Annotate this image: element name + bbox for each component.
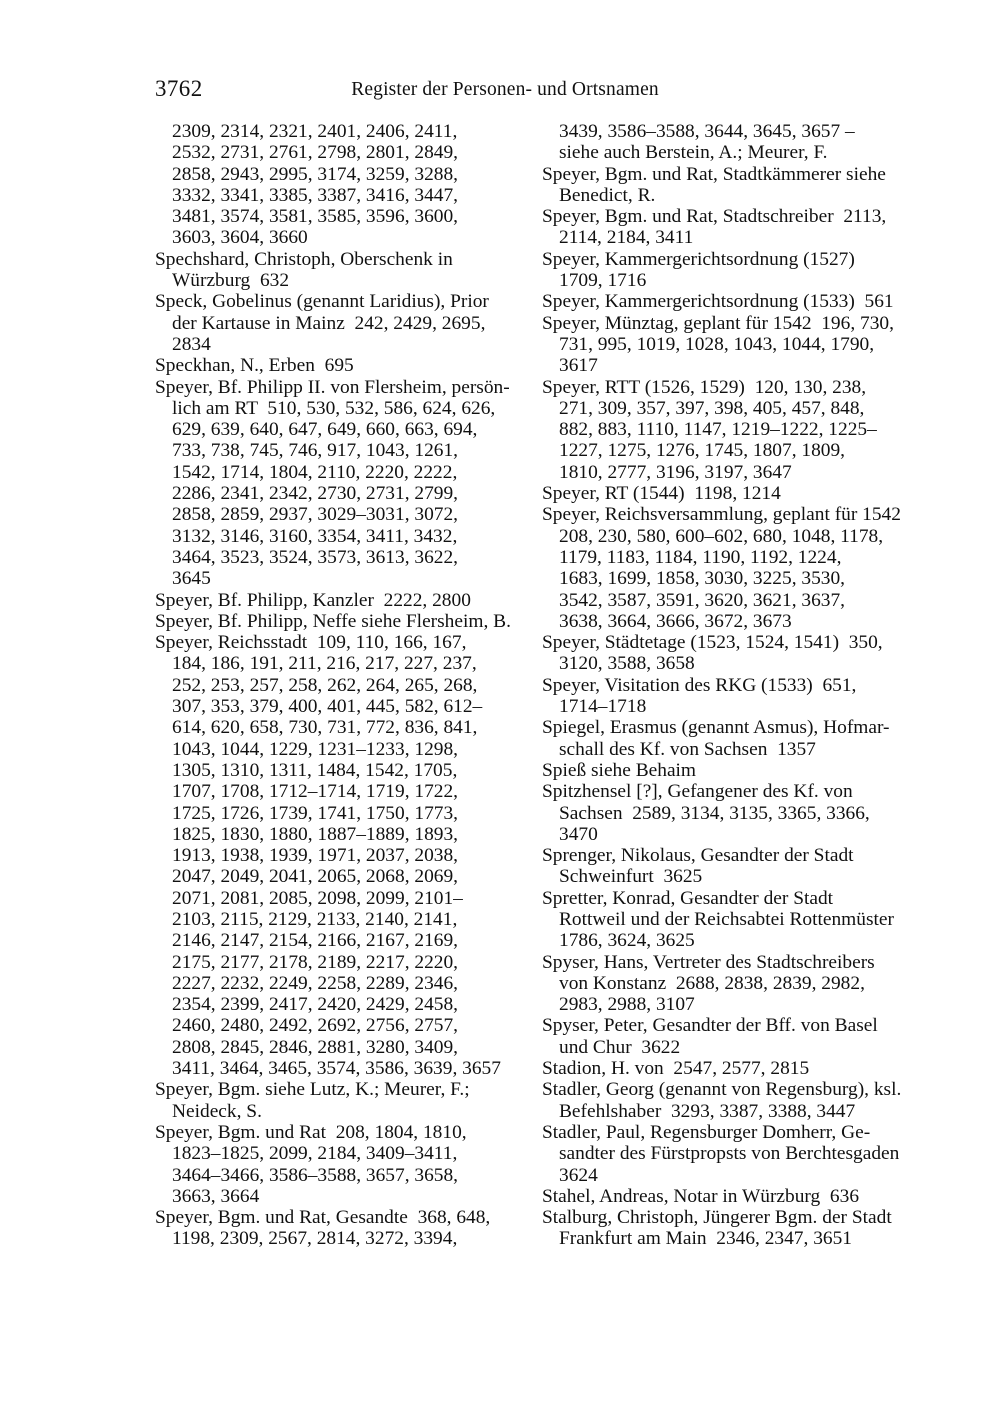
index-entry-line: 1683, 1699, 1858, 3030, 3225, 3530,: [559, 568, 846, 590]
index-entry-line: 1825, 1830, 1880, 1887–1889, 1893,: [172, 823, 459, 845]
index-entry-line: Speyer, RTT (1526, 1529) 120, 130, 238,: [542, 376, 867, 398]
index-entry-line: 1725, 1726, 1739, 1741, 1750, 1773,: [172, 802, 459, 824]
index-entry-line: Speyer, Bgm. siehe Lutz, K.; Meurer, F.;: [155, 1079, 470, 1101]
index-entry-line: 3120, 3588, 3658: [559, 653, 695, 675]
index-entry-line: Würzburg 632: [172, 270, 290, 292]
index-entry: [542, 1079, 917, 1122]
index-entry-line: Rottweil und der Reichsabtei Rottenmüster: [559, 908, 894, 930]
index-entry-line: Speyer, Bf. Philipp, Kanzler 2222, 2800: [155, 589, 471, 611]
index-entry-line: 882, 883, 1110, 1147, 1219–1222, 1225–: [559, 419, 877, 441]
index-entry-line: Spechshard, Christoph, Oberschenk in: [155, 248, 453, 270]
index-entry-line: 3470: [559, 823, 598, 845]
index-entry-line: Speyer, Bgm. und Rat, Stadtschreiber 2113,: [542, 206, 887, 228]
index-entry-line: lich am RT 510, 530, 532, 586, 624, 626,: [172, 397, 496, 419]
index-entry-line: 1709, 1716: [559, 270, 647, 292]
index-entry-line: 2532, 2731, 2761, 2798, 2801, 2849,: [172, 142, 459, 164]
index-entry-line: Spyser, Hans, Vertreter des Stadtschreibers: [542, 951, 875, 973]
index-entry-line: 3542, 3587, 3591, 3620, 3621, 3637,: [559, 589, 846, 611]
index-entry-line: 2808, 2845, 2846, 2881, 3280, 3409,: [172, 1036, 459, 1058]
index-entry-line: Speyer, Kammergerichtsordnung (1533) 561: [542, 291, 894, 313]
index-entry-line: 3411, 3464, 3465, 3574, 3586, 3639, 3657: [172, 1058, 501, 1080]
index-entry-line: 2114, 2184, 3411: [559, 227, 694, 249]
index-entry-line: 3464, 3523, 3524, 3573, 3613, 3622,: [172, 546, 459, 568]
index-entry-line: 2175, 2177, 2178, 2189, 2217, 2220,: [172, 951, 459, 973]
index-entry-line: Speyer, Bgm. und Rat, Stadtkämmerer siehe: [542, 163, 886, 185]
index-entry-line: 2286, 2341, 2342, 2730, 2731, 2799,: [172, 483, 459, 505]
index-entry-line: 1823–1825, 2099, 2184, 3409–3411,: [172, 1143, 458, 1165]
index-entry-line: 2071, 2081, 2085, 2098, 2099, 2101–: [172, 887, 463, 909]
index-entry-line: 271, 309, 357, 397, 398, 405, 457, 848,: [559, 397, 865, 419]
index-entry-line: Stadler, Paul, Regensburger Domherr, Ge-: [542, 1121, 871, 1143]
index-entry: [155, 355, 520, 376]
index-entry-line: Neideck, S.: [172, 1100, 262, 1122]
index-entry-line: 1913, 1938, 1939, 1971, 2037, 2038,: [172, 845, 459, 867]
index-column-left: [155, 121, 520, 1250]
index-columns: [0, 121, 1004, 1301]
index-entry: [155, 377, 520, 590]
index-entry: [155, 1079, 520, 1122]
index-entry: [542, 888, 917, 952]
index-entry: [542, 483, 917, 504]
index-entry-line: Speyer, Reichsversammlung, geplant für 1542: [542, 504, 901, 526]
index-entry-line: Speck, Gobelinus (genannt Laridius), Prior: [155, 291, 489, 313]
index-entry-line: 733, 738, 745, 746, 917, 1043, 1261,: [172, 440, 459, 462]
index-entry-line: 3332, 3341, 3385, 3387, 3416, 3447,: [172, 184, 459, 206]
index-entry-line: 3624: [559, 1164, 598, 1186]
index-entry-line: 3663, 3664: [172, 1185, 260, 1207]
index-entry-line: Speyer, Bf. Philipp, Neffe siehe Flersheim, B.: [155, 610, 511, 632]
index-entry-line: 1707, 1708, 1712–1714, 1719, 1722,: [172, 781, 459, 803]
index-entry-line: 3638, 3664, 3666, 3672, 3673: [559, 610, 792, 632]
index-entry-line: 2309, 2314, 2321, 2401, 2406, 2411,: [172, 121, 458, 142]
index-entry: [542, 717, 917, 760]
index-entry-line: Speyer, RT (1544) 1198, 1214: [542, 483, 781, 505]
index-entry: [542, 1186, 917, 1207]
index-entry-line: 208, 230, 580, 600–602, 680, 1048, 1178,: [559, 525, 884, 547]
index-entry-line: Spyser, Peter, Gesandter der Bff. von Basel: [542, 1015, 878, 1037]
index-entry-line: 307, 353, 379, 400, 401, 445, 582, 612–: [172, 696, 483, 718]
index-entry-line: Speyer, Visitation des RKG (1533) 651,: [542, 674, 857, 696]
index-entry-line: 1810, 2777, 3196, 3197, 3647: [559, 461, 792, 483]
index-entry-line: 2146, 2147, 2154, 2166, 2167, 2169,: [172, 930, 459, 952]
index-entry-line: Speyer, Bgm. und Rat, Gesandte 368, 648,: [155, 1207, 491, 1229]
index-entry-line: 614, 620, 658, 730, 731, 772, 836, 841,: [172, 717, 478, 739]
index-entry-line: Spieß siehe Behaim: [542, 759, 697, 781]
index-entry-line: 2103, 2115, 2129, 2133, 2140, 2141,: [172, 908, 458, 930]
index-entry-line: 1227, 1275, 1276, 1745, 1807, 1809,: [559, 440, 846, 462]
index-entry-line: sandter des Fürstpropsts von Berchtesgaden: [559, 1143, 900, 1165]
index-entry: [542, 313, 917, 377]
index-entry-line: Speyer, Bgm. und Rat 208, 1804, 1810,: [155, 1121, 467, 1143]
index-entry-line: Befehlshaber 3293, 3387, 3388, 3447: [559, 1100, 856, 1122]
index-entry-line: Stadion, H. von 2547, 2577, 2815: [542, 1058, 810, 1080]
index-entry-line: Spretter, Konrad, Gesandter der Stadt: [542, 887, 834, 909]
index-entry-line: Stalburg, Christoph, Jüngerer Bgm. der Stadt: [542, 1207, 892, 1229]
index-entry-line: 1043, 1044, 1229, 1231–1233, 1298,: [172, 738, 459, 760]
index-entry: [155, 249, 520, 292]
index-entry-line: 2047, 2049, 2041, 2065, 2068, 2069,: [172, 866, 459, 888]
index-entry-line: von Konstanz 2688, 2838, 2839, 2982,: [559, 972, 865, 994]
index-entry: [542, 632, 917, 675]
index-entry-line: siehe auch Berstein, A.; Meurer, F.: [559, 142, 828, 164]
index-entry-line: Speyer, Reichsstadt 109, 110, 166, 167,: [155, 632, 467, 654]
index-entry: [542, 249, 917, 292]
index-entry-line: 2983, 2988, 3107: [559, 994, 695, 1016]
index-entry-line: 3617: [559, 355, 598, 377]
index-entry: [542, 504, 917, 632]
index-entry-line: 629, 639, 640, 647, 649, 660, 663, 694,: [172, 419, 478, 441]
index-entry-line: Speckhan, N., Erben 695: [155, 355, 354, 377]
index-entry-line: 2834: [172, 333, 211, 355]
index-entry-line: 2858, 2943, 2995, 3174, 3259, 3288,: [172, 163, 459, 185]
index-entry-line: 1305, 1310, 1311, 1484, 1542, 1705,: [172, 759, 458, 781]
page-title: Register der Personen- und Ortsnamen: [351, 79, 659, 100]
index-entry-line: Speyer, Städtetage (1523, 1524, 1541) 350,: [542, 632, 883, 654]
index-entry: [542, 781, 917, 845]
index-entry-line: 1542, 1714, 1804, 2110, 2220, 2222,: [172, 461, 458, 483]
index-entry: [542, 952, 917, 1016]
index-entry: [542, 1058, 917, 1079]
index-entry: [542, 1207, 917, 1250]
index-entry-line: 2858, 2859, 2937, 3029–3031, 3072,: [172, 504, 459, 526]
index-entry-line: 1714–1718: [559, 696, 647, 718]
index-entry: [542, 1015, 917, 1058]
page-number: 3762: [155, 76, 203, 101]
index-entry: [542, 1122, 917, 1186]
index-entry-line: Speyer, Kammergerichtsordnung (1527): [542, 248, 855, 270]
index-entry-line: 2354, 2399, 2417, 2420, 2429, 2458,: [172, 994, 459, 1016]
index-entry: [155, 590, 520, 611]
index-entry-line: 3132, 3146, 3160, 3354, 3411, 3432,: [172, 525, 458, 547]
index-entry: [155, 1207, 520, 1250]
running-head: [155, 76, 855, 102]
index-entry-line: Stadler, Georg (genannt von Regensburg), ksl.: [542, 1079, 902, 1101]
index-entry: [542, 206, 917, 249]
index-entry-line: Spitzhensel [?], Gefangener des Kf. von: [542, 781, 853, 803]
index-entry-line: Sachsen 2589, 3134, 3135, 3365, 3366,: [559, 802, 870, 824]
index-entry: [155, 121, 520, 249]
index-entry-line: und Chur 3622: [559, 1036, 681, 1058]
index-entry-line: der Kartause in Mainz 242, 2429, 2695,: [172, 312, 486, 334]
index-entry: [542, 164, 917, 207]
index-entry-line: 3645: [172, 568, 211, 590]
index-entry-line: 1786, 3624, 3625: [559, 930, 695, 952]
index-entry-line: Spiegel, Erasmus (genannt Asmus), Hofmar-: [542, 717, 890, 739]
index-entry-line: 252, 253, 257, 258, 262, 264, 265, 268,: [172, 674, 478, 696]
index-entry-line: 1179, 1183, 1184, 1190, 1192, 1224,: [559, 546, 842, 568]
index-entry-line: Schweinfurt 3625: [559, 866, 703, 888]
index-entry: [542, 377, 917, 483]
index-entry-line: 184, 186, 191, 211, 216, 217, 227, 237,: [172, 653, 477, 675]
index-entry-line: Benedict, R.: [559, 184, 656, 206]
index-column-right: [542, 121, 917, 1250]
index-entry-line: 3481, 3574, 3581, 3585, 3596, 3600,: [172, 206, 459, 228]
index-entry-line: Speyer, Bf. Philipp II. von Flersheim, persön-: [155, 376, 510, 398]
index-entry-line: 3464–3466, 3586–3588, 3657, 3658,: [172, 1164, 459, 1186]
index-entry-line: 2227, 2232, 2249, 2258, 2289, 2346,: [172, 972, 459, 994]
index-entry: [542, 845, 917, 888]
index-entry-line: Stahel, Andreas, Notar in Würzburg 636: [542, 1185, 860, 1207]
index-entry: [155, 632, 520, 1079]
index-entry-line: 3603, 3604, 3660: [172, 227, 308, 249]
index-entry: [542, 760, 917, 781]
index-entry-line: Speyer, Münztag, geplant für 1542 196, 730,: [542, 312, 894, 334]
index-entry: [542, 121, 917, 164]
index-entry-line: 2460, 2480, 2492, 2692, 2756, 2757,: [172, 1015, 459, 1037]
index-entry-line: 3439, 3586–3588, 3644, 3645, 3657 –: [559, 121, 855, 142]
index-entry-line: 1198, 2309, 2567, 2814, 3272, 3394,: [172, 1228, 458, 1250]
index-entry-line: schall des Kf. von Sachsen 1357: [559, 738, 816, 760]
index-entry-line: Frankfurt am Main 2346, 2347, 3651: [559, 1228, 852, 1250]
index-entry: [155, 291, 520, 355]
index-entry: [155, 1122, 520, 1207]
index-entry-line: 731, 995, 1019, 1028, 1043, 1044, 1790,: [559, 333, 875, 355]
index-entry: [155, 611, 520, 632]
index-entry: [542, 675, 917, 718]
index-entry: [542, 291, 917, 312]
index-entry-line: Sprenger, Nikolaus, Gesandter der Stadt: [542, 845, 854, 867]
